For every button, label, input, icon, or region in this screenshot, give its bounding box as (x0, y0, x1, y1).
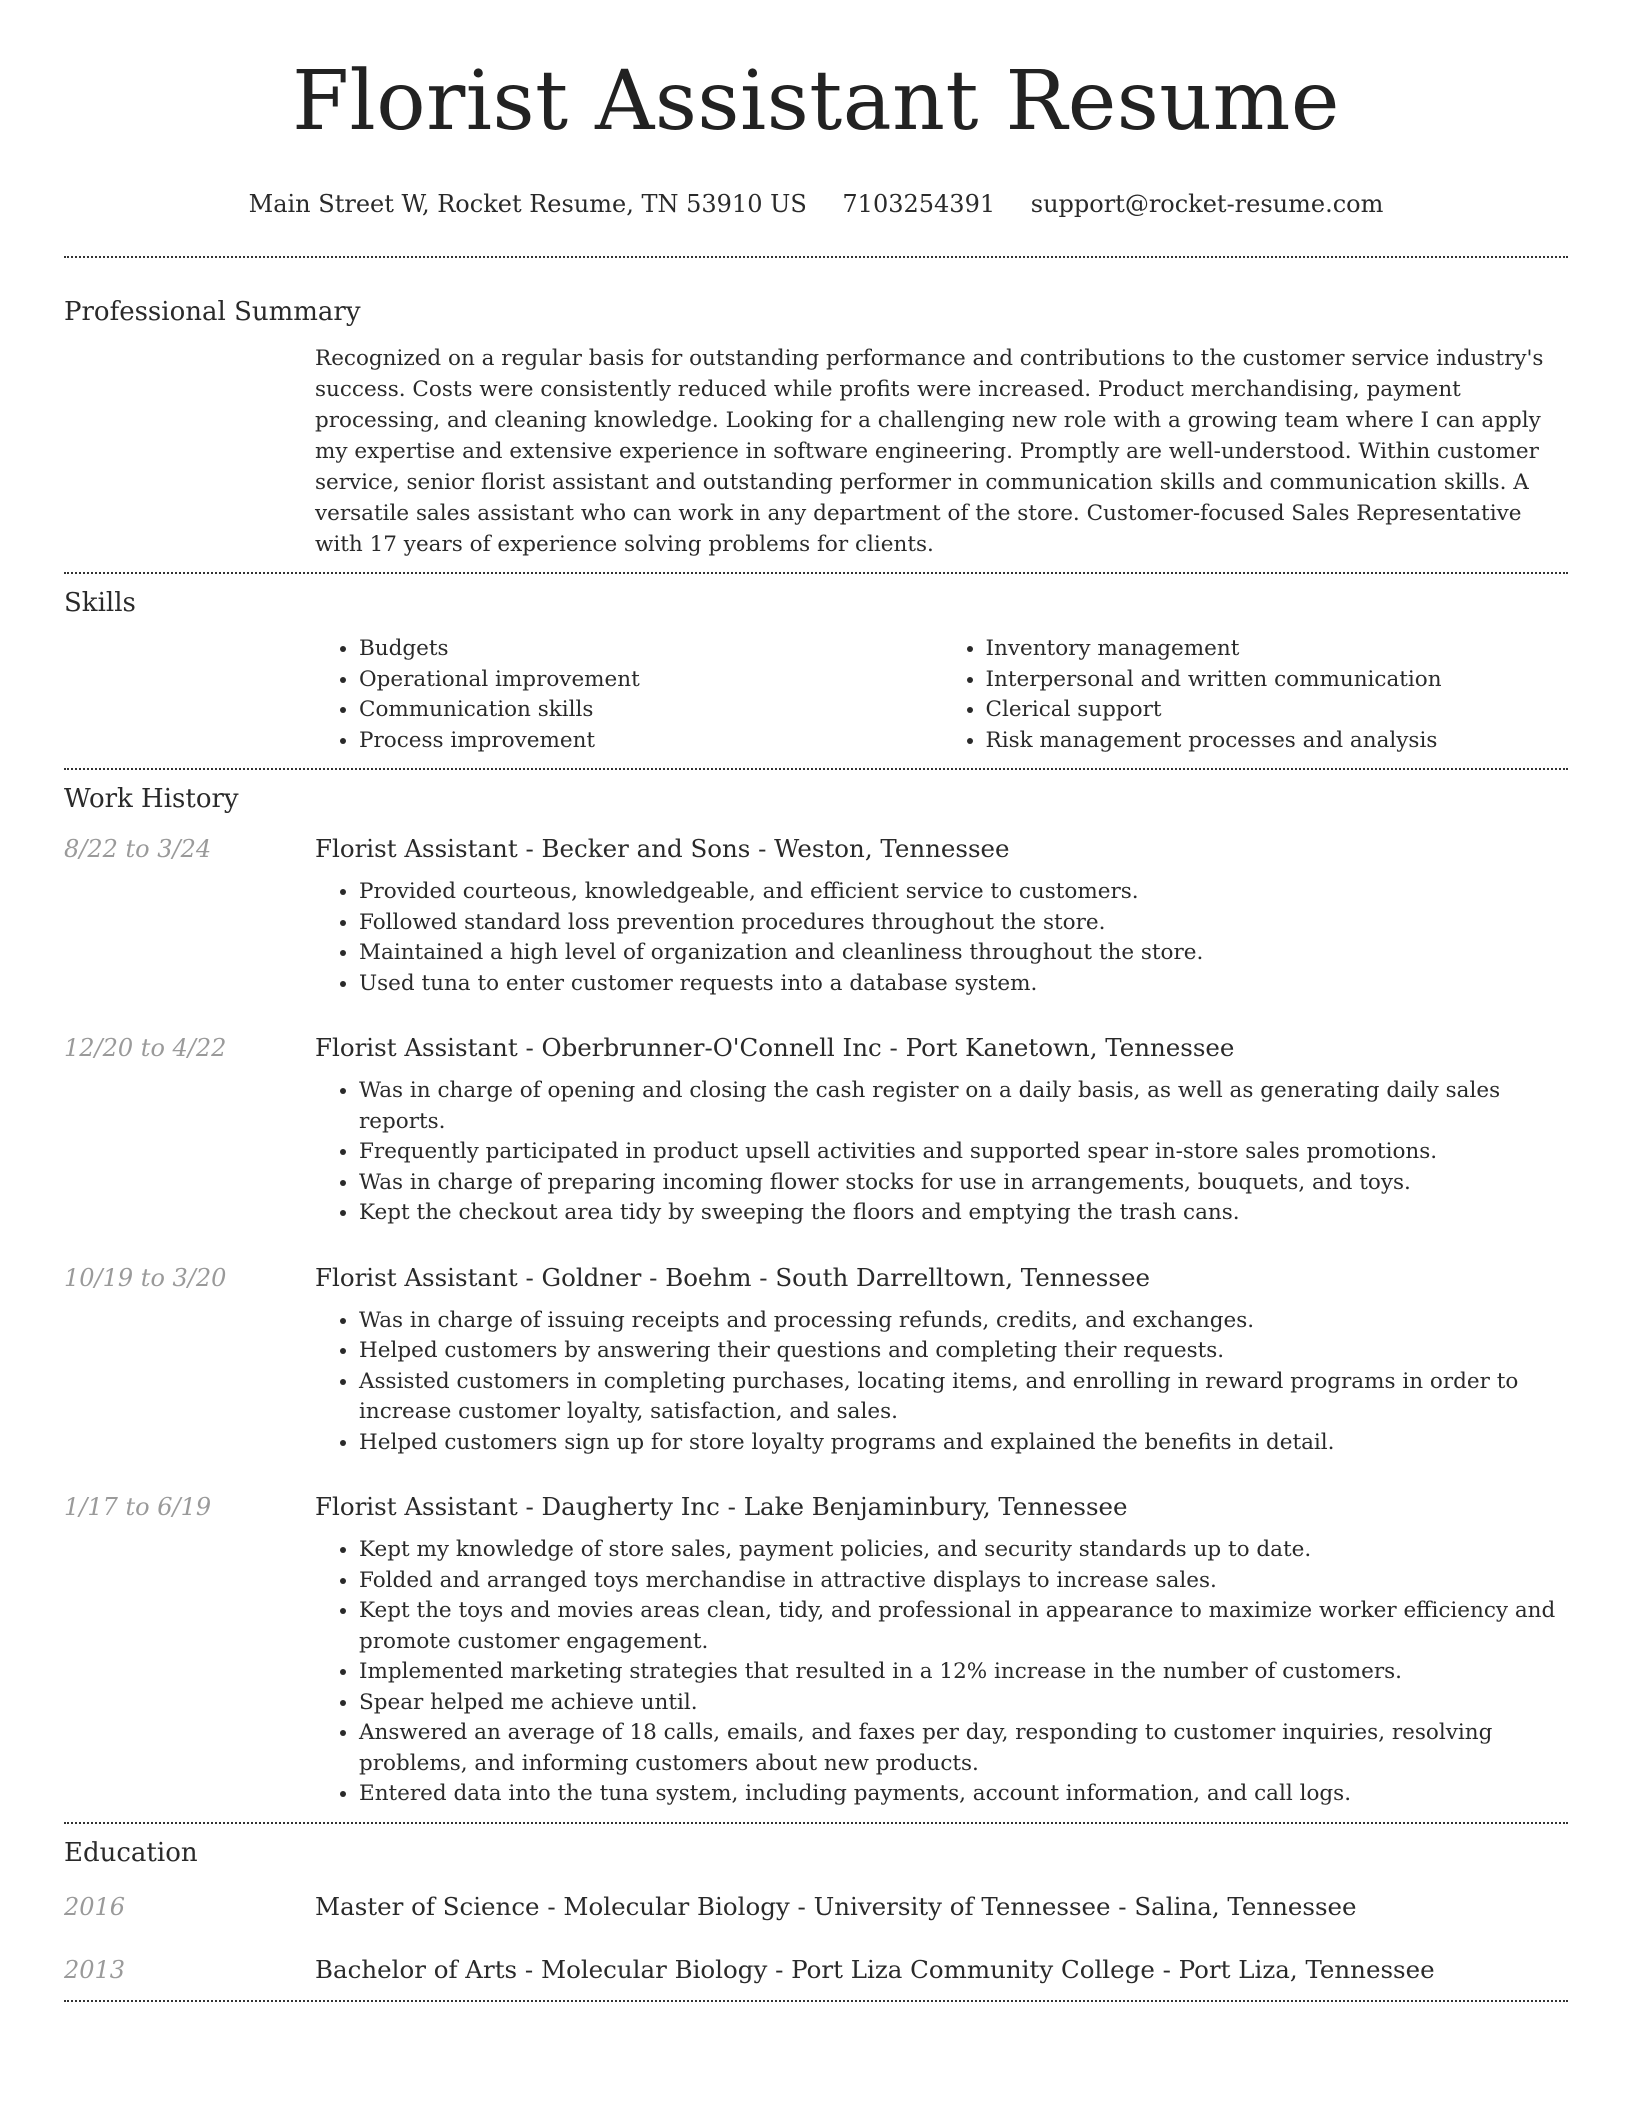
education-section (64, 1824, 1568, 1984)
education-degree: Master of Science - Molecular Biology - University of Tennessee - Salina, Tennessee (315, 1891, 1357, 1921)
job-bullet: • Frequently participated in product upsell activities and supported spear in-store sales promotions. (359, 1137, 1568, 1168)
job-entry (64, 834, 1568, 999)
section-heading: Skills (64, 588, 136, 618)
job-bullet: • Kept the checkout area tidy by sweeping the floors and emptying the trash cans. (359, 1198, 1568, 1229)
job-bullet: • Kept my knowledge of store sales, payment policies, and security standards up to date. (359, 1535, 1568, 1566)
summary-text: Recognized on a regular basis for outstanding performance and contributions to the customer service industry's success. Costs were consistently reduced while profits were increased. Product merchandising, payment processing, and cleaning knowledge. Looking for a challenging new role with a growing team where I can apply my expertise and extensive experience in software engineering. Promptly are well-understood. Within customer service, senior florist assistant and outstanding performer in communication skills and communication skills. A versatile sales assistant who can work in any department of the store. Customer-focused Sales Representative with 17 years of experience solving problems for clients. (315, 346, 1544, 557)
skill-item: • Communication skills (359, 695, 942, 726)
work-history-section (64, 770, 1568, 1810)
contact-phone: 7103254391 (842, 190, 996, 218)
job-dates: 12/20 to 4/22 (64, 1034, 227, 1062)
section-heading: Professional Summary (64, 297, 361, 327)
job-bullet: • Maintained a high level of organization and cleanliness throughout the store. (359, 938, 1568, 969)
job-bullet: • Was in charge of preparing incoming flower stocks for use in arrangements, bouquets, and toys. (359, 1168, 1568, 1199)
job-bullets (315, 877, 1568, 999)
job-dates: 8/22 to 3/24 (64, 835, 212, 863)
job-entry (64, 1492, 1568, 1810)
job-bullet: • Was in charge of opening and closing the cash register on a daily basis, as well as generating daily sales reports. (359, 1076, 1568, 1137)
job-bullet: • Folded and arranged toys merchandise in attractive displays to increase sales. (359, 1566, 1568, 1597)
job-bullet: • Assisted customers in completing purchases, locating items, and enrolling in reward programs in order to increase customer loyalty, satisfaction, and sales. (359, 1367, 1568, 1428)
skill-item: • Budgets (359, 634, 942, 665)
job-header (64, 1033, 1568, 1062)
education-year: 2016 (64, 1892, 126, 1921)
skills-grid (315, 634, 1568, 756)
resume-title: Florist Assistant Resume (292, 54, 1340, 149)
skill-item: • Clerical support (986, 695, 1569, 726)
job-title: Florist Assistant - Becker and Sons - Weston, Tennessee (315, 834, 1010, 863)
job-bullet: • Helped customers sign up for store loyalty programs and explained the benefits in detail. (359, 1428, 1568, 1459)
job-title: Florist Assistant - Daugherty Inc - Lake Benjaminbury, Tennessee (315, 1492, 1128, 1521)
contact-address: Main Street W, Rocket Resume, TN 53910 US (248, 190, 807, 218)
contact-email: support@rocket-resume.com (1030, 190, 1384, 218)
job-bullets (315, 1076, 1568, 1229)
job-bullet: • Followed standard loss prevention procedures throughout the store. (359, 908, 1568, 939)
job-entry (64, 1263, 1568, 1459)
job-bullet: • Kept the toys and movies areas clean, tidy, and professional in appearance to maximize worker efficiency and promote customer engagement. (359, 1596, 1568, 1657)
skill-item: • Risk management processes and analysis (986, 726, 1569, 757)
job-bullet: • Implemented marketing strategies that resulted in a 12% increase in the number of customers. (359, 1657, 1568, 1688)
job-bullet: • Provided courteous, knowledgeable, and efficient service to customers. (359, 877, 1568, 908)
job-bullet: • Was in charge of issuing receipts and processing refunds, credits, and exchanges. (359, 1306, 1568, 1337)
job-bullet: • Spear helped me achieve until. (359, 1688, 1568, 1719)
education-entry (64, 1892, 1568, 1921)
education-entry (64, 1955, 1568, 1984)
job-header (64, 834, 1568, 863)
job-bullet: • Entered data into the tuna system, including payments, account information, and call logs. (359, 1779, 1568, 1810)
contact-line (64, 188, 1568, 220)
job-bullet: • Helped customers by answering their questions and completing their requests. (359, 1336, 1568, 1367)
skills-list-right (942, 634, 1569, 756)
job-title: Florist Assistant - Goldner - Boehm - South Darrelltown, Tennessee (315, 1262, 1150, 1292)
job-bullet: • Used tuna to enter customer requests into a database system. (359, 969, 1568, 1000)
education-degree: Bachelor of Arts - Molecular Biology - Port Liza Community College - Port Liza, Tennessee (315, 1954, 1435, 1984)
job-entry (64, 1033, 1568, 1229)
job-title: Florist Assistant - Oberbrunner-O'Connell Inc - Port Kanetown, Tennessee (315, 1033, 1235, 1062)
job-bullets (315, 1535, 1568, 1810)
summary-section (64, 258, 1568, 560)
skills-list-left (315, 634, 942, 756)
job-dates: 1/17 to 6/19 (64, 1493, 212, 1521)
skill-item: • Inventory management (986, 634, 1569, 665)
skill-item: • Operational improvement (359, 665, 942, 696)
job-header (64, 1263, 1568, 1292)
section-heading: Work History (64, 784, 239, 814)
skills-section (64, 574, 1568, 756)
job-dates: 10/19 to 3/20 (64, 1263, 227, 1292)
job-bullets (315, 1306, 1568, 1459)
job-header (64, 1492, 1568, 1521)
skill-item: • Interpersonal and written communication (986, 665, 1569, 696)
divider (64, 2000, 1568, 2002)
section-heading: Education (64, 1837, 198, 1868)
skill-item: • Process improvement (359, 726, 942, 757)
education-year: 2013 (64, 1955, 126, 1984)
job-bullet: • Answered an average of 18 calls, emails, and faxes per day, responding to customer inquiries, resolving problems, and informing customers about new products. (359, 1718, 1568, 1779)
